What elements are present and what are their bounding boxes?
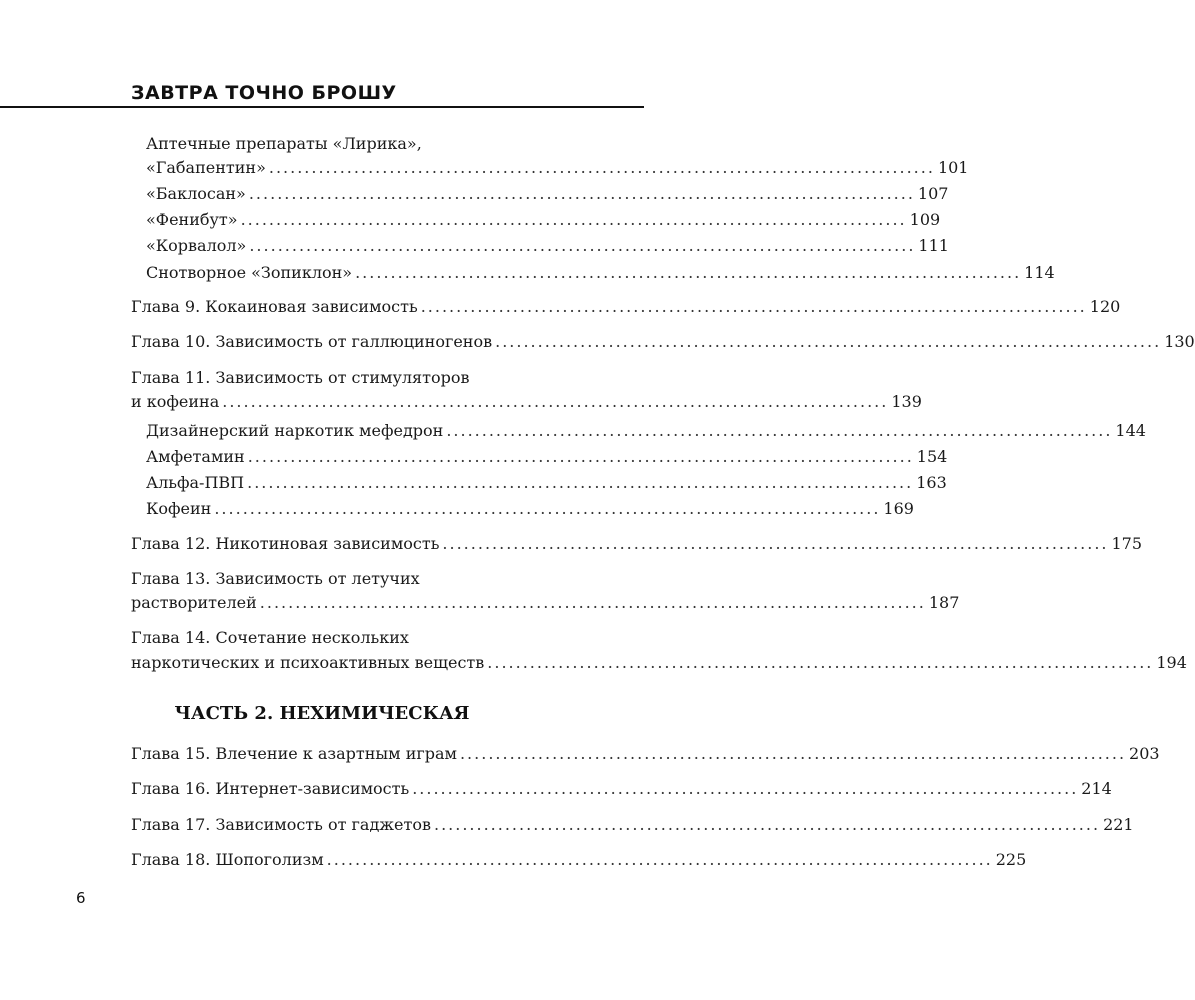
toc-leader-dots: ..............................................................................................	[442, 534, 1109, 553]
toc-entry[interactable]	[146, 499, 914, 519]
toc-entry-page: 144	[1115, 421, 1146, 440]
toc-entry-page: 107	[917, 184, 949, 203]
toc-leader-dots: ..............................................................................................	[487, 653, 1154, 672]
toc-entry-page: 194	[1156, 653, 1187, 672]
toc-leader-dots: ..............................................................................................	[326, 850, 993, 869]
toc-entry[interactable]	[131, 534, 1143, 554]
toc-leader-dots: ..............................................................................................	[433, 815, 1101, 834]
toc-leader-dots: ..............................................................................................	[247, 473, 914, 492]
toc-entry-page: 130	[1164, 332, 1195, 351]
toc-leader-dots: ..............................................................................................	[247, 447, 914, 466]
toc-entry-title: Глава 12. Никотиновая зависимость	[131, 534, 440, 553]
toc-entry-page: 154	[916, 447, 948, 466]
toc-leader-dots: ..............................................................................................	[355, 263, 1022, 282]
page-number: 6	[76, 889, 86, 907]
toc-entry[interactable]	[131, 593, 960, 613]
toc-entry-page: 163	[916, 473, 947, 492]
toc-entry[interactable]	[146, 184, 949, 204]
part-title: ЧАСТЬ 2. НЕХИМИЧЕСКАЯ	[174, 703, 470, 724]
toc-entry-title: и кофеина	[131, 392, 220, 411]
toc-leader-dots: ..............................................................................................	[268, 158, 935, 177]
toc-entry-title: Глава 9. Кокаиновая зависимость	[131, 297, 418, 316]
toc-entry-title: Амфетамин	[146, 447, 245, 466]
toc-entry-title: Кофеин	[146, 499, 212, 518]
toc-entry-title: Снотворное «Зопиклон»	[146, 263, 353, 282]
toc-leader-dots: ..............................................................................................	[249, 236, 916, 255]
toc-entry-page: 175	[1111, 534, 1143, 553]
toc-leader-dots: ..............................................................................................	[248, 184, 915, 203]
toc-entry-page: 101	[937, 158, 969, 177]
toc-entry[interactable]	[146, 421, 1146, 441]
toc-entry-title: «Габапентин»	[146, 158, 266, 177]
toc-entry[interactable]	[146, 447, 948, 467]
toc-leader-dots: ..............................................................................................	[222, 392, 889, 411]
toc-entry-page: 120	[1089, 297, 1121, 316]
toc-entry-page: 109	[909, 210, 941, 229]
toc-entry[interactable]	[131, 392, 922, 412]
toc-leader-dots: ..............................................................................................	[412, 779, 1079, 798]
toc-entry-title: Глава 16. Интернет-зависимость	[131, 779, 410, 798]
toc-entry-title: «Баклосан»	[146, 184, 246, 203]
toc-leader-dots: ..............................................................................................	[420, 297, 1087, 316]
toc-entry-title: Дизайнерский наркотик мефедрон	[146, 421, 444, 440]
toc-entry[interactable]	[131, 815, 1134, 835]
toc-entry-title: Глава 17. Зависимость от гаджетов	[131, 815, 431, 834]
toc-entry-line1: Глава 11. Зависимость от стимуляторов	[131, 368, 470, 387]
running-head: ЗАВТРА ТОЧНО БРОШУ	[131, 82, 397, 104]
toc-entry[interactable]	[131, 744, 1160, 764]
toc-leader-dots: ..............................................................................................	[446, 421, 1113, 440]
toc-entry-line1: Глава 14. Сочетание нескольких	[131, 628, 409, 647]
toc-entry-page: 114	[1024, 263, 1055, 282]
toc-entry-page: 139	[891, 392, 922, 411]
toc-leader-dots: ..............................................................................................	[459, 744, 1127, 763]
toc-entry[interactable]	[131, 850, 1027, 870]
toc-entry-page: 169	[883, 499, 914, 518]
toc-entry-page: 187	[928, 593, 960, 612]
toc-entry[interactable]	[131, 779, 1112, 799]
toc-entry-title: Глава 15. Влечение к азартным играм	[131, 744, 457, 763]
header-rule	[0, 106, 644, 108]
toc-entry-page: 225	[995, 850, 1027, 869]
toc-entry-title: «Фенибут»	[146, 210, 238, 229]
toc-entry-page: 111	[918, 236, 949, 255]
toc-leader-dots: ..............................................................................................	[214, 499, 881, 518]
toc-entry-line1: Глава 13. Зависимость от летучих	[131, 569, 420, 588]
toc-leader-dots: ..............................................................................................	[240, 210, 907, 229]
toc-entry[interactable]	[146, 158, 969, 178]
toc-entry[interactable]	[131, 297, 1121, 317]
toc-entry-page: 203	[1129, 744, 1160, 763]
toc-entry-title: Глава 10. Зависимость от галлюциногенов	[131, 332, 493, 351]
toc-entry-title: Альфа-ПВП	[146, 473, 245, 492]
toc-entry-title: растворителей	[131, 593, 257, 612]
toc-entry[interactable]	[146, 236, 949, 256]
toc-entry-title: «Корвалол»	[146, 236, 247, 255]
toc-entry-line1: Аптечные препараты «Лирика»,	[146, 134, 422, 153]
toc-leader-dots: ..............................................................................................	[259, 593, 926, 612]
toc-entry-title: наркотических и психоактивных веществ	[131, 653, 485, 672]
toc-entry[interactable]	[131, 653, 1187, 673]
toc-leader-dots: ..............................................................................................	[495, 332, 1162, 351]
toc-entry[interactable]	[146, 263, 1055, 283]
toc-entry[interactable]	[146, 473, 947, 493]
toc-entry[interactable]	[131, 332, 1195, 352]
toc-entry-page: 214	[1081, 779, 1112, 798]
toc-entry-page: 221	[1103, 815, 1134, 834]
toc-entry-title: Глава 18. Шопоголизм	[131, 850, 324, 869]
toc-entry[interactable]	[146, 210, 941, 230]
